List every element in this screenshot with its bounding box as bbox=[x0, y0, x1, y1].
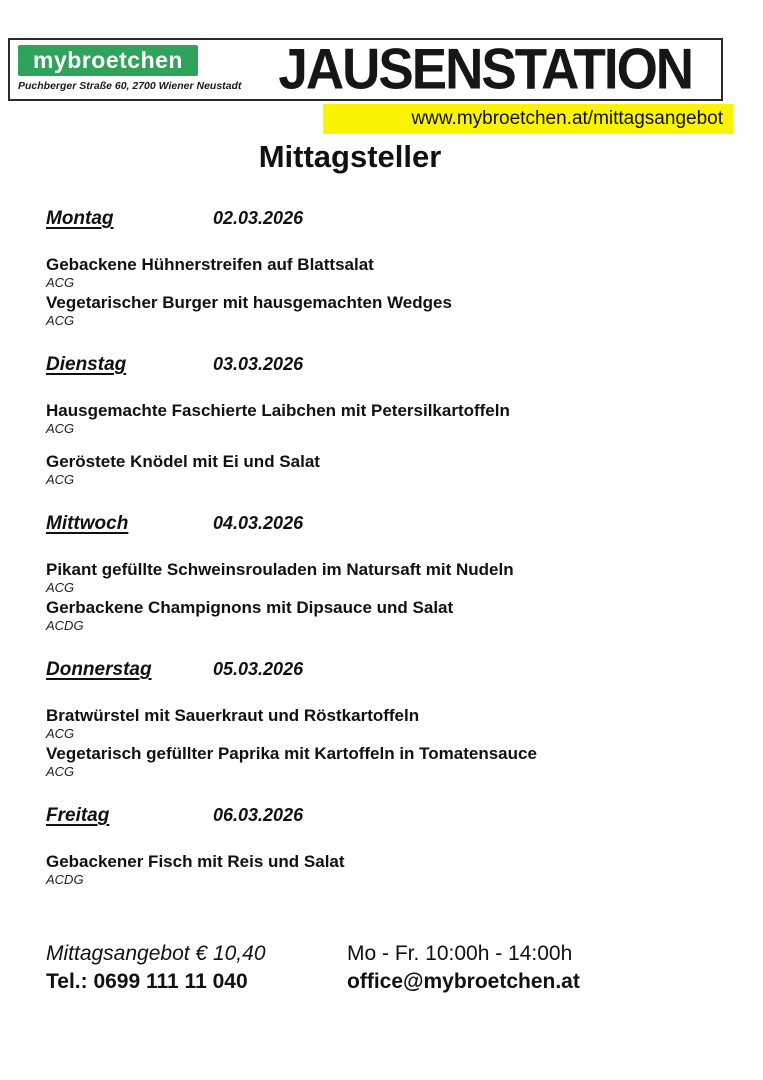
header-banner bbox=[8, 38, 723, 101]
day-section bbox=[46, 805, 726, 888]
day-heading bbox=[46, 805, 726, 827]
dish bbox=[46, 255, 726, 291]
day-date: 03.03.2026 bbox=[213, 354, 304, 374]
dish-allergen-codes: ACG bbox=[46, 472, 75, 487]
dish-allergen-codes: ACDG bbox=[46, 618, 84, 633]
dish-name: Gerbackene Champignons mit Dipsauce und Salat bbox=[46, 598, 454, 617]
day-date: 02.03.2026 bbox=[213, 208, 304, 228]
day-section bbox=[46, 513, 726, 634]
dish-allergen-codes: ACG bbox=[46, 421, 75, 436]
url-highlight-bar bbox=[323, 104, 733, 134]
dish-name: Hausgemachte Faschierte Laibchen mit Petersilkartoffeln bbox=[46, 401, 510, 420]
dish-allergen-codes: ACG bbox=[46, 580, 75, 595]
dish-name: Vegetarischer Burger mit hausgemachten Wedges bbox=[46, 293, 452, 312]
day-section bbox=[46, 354, 726, 488]
logo-block bbox=[10, 40, 249, 99]
dish-list bbox=[46, 255, 726, 329]
day-name: Dienstag bbox=[46, 354, 127, 375]
dish-name: Geröstete Knödel mit Ei und Salat bbox=[46, 452, 320, 471]
dish-allergen-codes: ACDG bbox=[46, 872, 84, 887]
menu-days bbox=[46, 208, 726, 890]
dish-name: Gebackene Hühnerstreifen auf Blattsalat bbox=[46, 255, 374, 274]
dish bbox=[46, 744, 726, 780]
dish-name: Bratwürstel mit Sauerkraut und Röstkartoffeln bbox=[46, 706, 420, 725]
day-name: Mittwoch bbox=[46, 513, 129, 534]
dish-allergen-codes: ACG bbox=[46, 275, 75, 290]
day-date: 04.03.2026 bbox=[213, 513, 304, 533]
dish-list bbox=[46, 401, 726, 488]
dish bbox=[46, 452, 726, 488]
dish-name: Gebackener Fisch mit Reis und Salat bbox=[46, 852, 345, 871]
dish-allergen-codes: ACG bbox=[46, 313, 75, 328]
day-section bbox=[46, 208, 726, 329]
dish bbox=[46, 706, 726, 742]
day-heading bbox=[46, 354, 726, 376]
day-heading bbox=[46, 513, 726, 535]
dish-name: Vegetarisch gefüllter Paprika mit Kartoffeln in Tomatensauce bbox=[46, 744, 537, 763]
dish bbox=[46, 852, 726, 888]
brand-address: Puchberger Straße 60, 2700 Wiener Neustadt bbox=[18, 80, 242, 92]
dish bbox=[46, 293, 726, 329]
day-date: 06.03.2026 bbox=[213, 805, 304, 825]
dish-list bbox=[46, 706, 726, 780]
dish bbox=[46, 401, 726, 437]
dish bbox=[46, 598, 726, 634]
dish-list bbox=[46, 560, 726, 634]
dish-name: Pikant gefüllte Schweinsrouladen im Natursaft mit Nudeln bbox=[46, 560, 514, 579]
dish-allergen-codes: ACG bbox=[46, 764, 75, 779]
day-name: Montag bbox=[46, 208, 114, 229]
dish-list bbox=[46, 852, 726, 888]
day-section bbox=[46, 659, 726, 780]
dish-allergen-codes: ACG bbox=[46, 726, 75, 741]
price-text: Mittagsangebot € 10,40 bbox=[46, 942, 266, 965]
brand-name-block bbox=[249, 40, 721, 99]
day-name: Freitag bbox=[46, 805, 110, 826]
footer-row-1 bbox=[46, 940, 726, 968]
phone-text: Tel.: 0699 111 11 040 bbox=[46, 970, 248, 993]
website-url: www.mybroetchen.at/mittagsangebot bbox=[411, 108, 723, 129]
dish bbox=[46, 560, 726, 596]
day-heading bbox=[46, 208, 726, 230]
opening-hours-text: Mo - Fr. 10:00h - 14:00h bbox=[347, 942, 573, 965]
page-title: Mittagsteller bbox=[258, 139, 442, 174]
email-text: office@mybroetchen.at bbox=[347, 970, 580, 993]
footer-row-2 bbox=[46, 968, 726, 996]
brand-name: JAUSENSTATION bbox=[278, 40, 693, 99]
day-name: Donnerstag bbox=[46, 659, 152, 680]
brand-logo-box bbox=[18, 45, 198, 76]
day-heading bbox=[46, 659, 726, 681]
brand-logo-text: mybroetchen bbox=[33, 47, 183, 73]
day-date: 05.03.2026 bbox=[213, 659, 304, 679]
footer bbox=[46, 940, 726, 996]
